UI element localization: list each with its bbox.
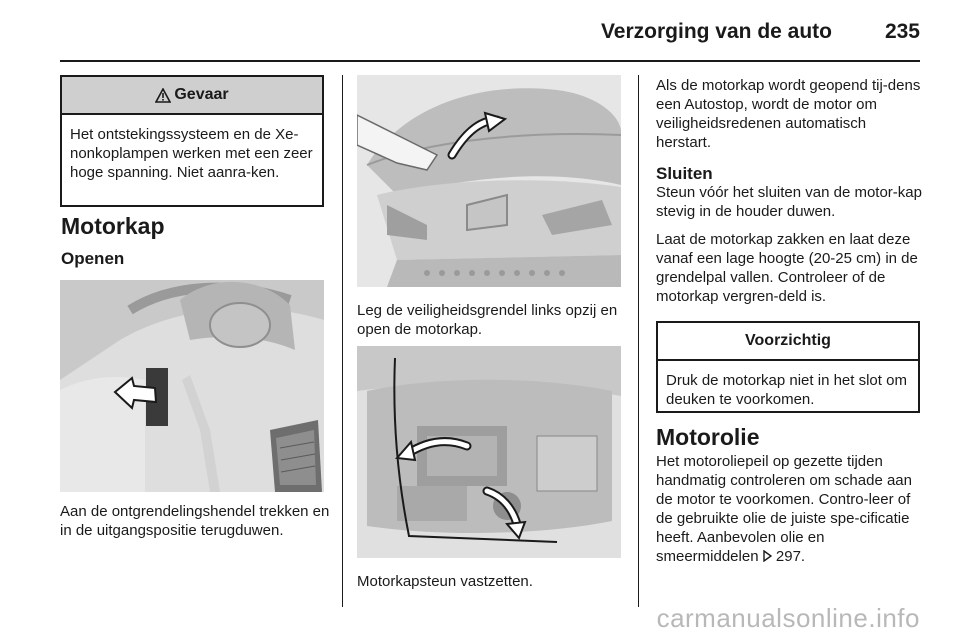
oil-page-reference: 297.	[775, 548, 806, 565]
caption-release-lever: Aan de ontgrendelingshendel trekken en in de uitgangspositie terugduwen.	[60, 503, 330, 539]
page-reference-arrow-icon	[763, 548, 772, 567]
engine-bay-illustration	[357, 346, 621, 558]
page-number: 235	[884, 20, 920, 43]
hood-open-illustration	[357, 75, 621, 287]
watermark: carmanualsonline.info	[656, 603, 920, 633]
danger-title: Gevaar	[174, 86, 229, 103]
column-divider-2	[638, 75, 639, 607]
section-heading-motorolie: Motorolie	[656, 424, 760, 450]
subheading-sluiten: Sluiten	[656, 164, 713, 183]
caution-title: Voorzichtig	[745, 332, 831, 349]
oil-paragraph	[656, 452, 924, 567]
caution-text: Druk de motorkap niet in het slot om deuken te voorkomen.	[666, 372, 907, 408]
closing-paragraph-1: Steun vóór het sluiten van de motor-kap stevig in de houder duwen.	[656, 184, 922, 220]
page-header-title: Verzorging van de auto	[600, 20, 832, 43]
hood-support-figure	[357, 346, 621, 558]
oil-text: Het motoroliepeil op gezette tijden handmatig controleren om schade aan de motor te voorkomen. Contro-leer of de gebruikte olie de juiste spe-cificatie heeft. Aanbevolen olie en smeermiddelen	[656, 453, 912, 565]
caption-safety-catch: Leg de veiligheidsgrendel links opzij en open de motorkap.	[357, 302, 618, 338]
release-lever-figure	[60, 280, 324, 492]
section-heading-motorkap: Motorkap	[61, 213, 165, 239]
danger-text: Het ontstekingssysteem en de Xe-nonkoplampen werken met een zeer hoge spanning. Niet aanra-ken.	[70, 126, 313, 181]
subheading-openen: Openen	[61, 249, 125, 268]
header-divider	[60, 60, 920, 62]
warning-triangle-icon	[155, 88, 171, 103]
danger-box-header	[62, 77, 322, 115]
column-divider-1	[342, 75, 343, 607]
caption-hood-support: Motorkapsteun vastzetten.	[357, 573, 533, 590]
release-lever-illustration	[60, 280, 324, 492]
danger-box	[60, 75, 324, 207]
caution-box	[656, 321, 920, 413]
autostop-paragraph: Als de motorkap wordt geopend tij-dens een Autostop, wordt de motor om veiligheidsredenen automatisch herstart.	[656, 77, 921, 151]
hood-open-figure	[357, 75, 621, 287]
caution-box-header	[658, 323, 918, 361]
closing-paragraph-2: Laat de motorkap zakken en laat deze vanaf een lage hoogte (20-25 cm) in de grendelpal vallen. Controleer of de motorkap vergren-deld is.	[656, 231, 918, 305]
